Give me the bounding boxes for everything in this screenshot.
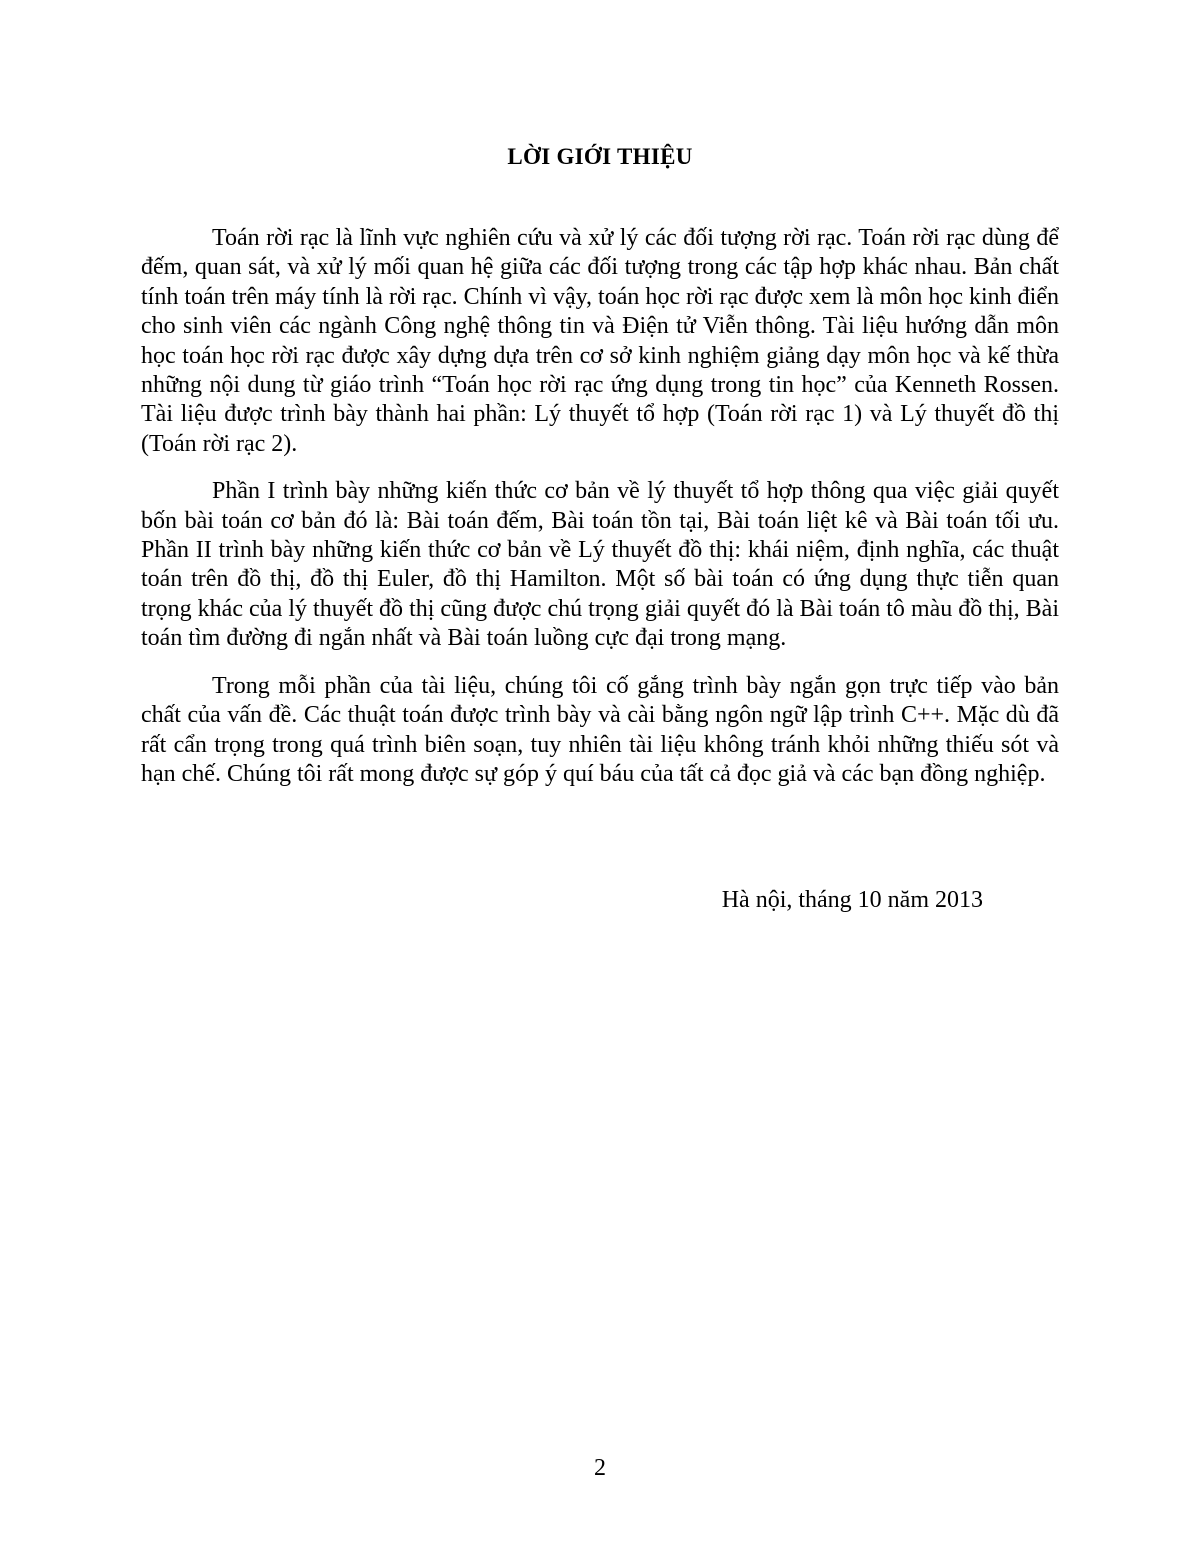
date-signature: Hà nội, tháng 10 năm 2013 xyxy=(721,887,983,913)
body-text xyxy=(141,224,1059,807)
page-number: 2 xyxy=(594,1455,606,1481)
paragraph-closing: Trong mỗi phần của tài liệu, chúng tôi cố gắng trình bày ngắn gọn trực tiếp vào bản chất của vấn đề. Các thuật toán được trình bày và cài bằng ngôn ngữ lập trình C++. Mặc dù đã rất cẩn trọng trong quá trình biên soạn, tuy nhiên tài liệu không tránh khỏi những thiếu sót và hạn chế. Chúng tôi rất mong được sự góp ý quí báu của tất cả đọc giả và các bạn đồng nghiệp. xyxy=(141,672,1059,787)
page-title: LỜI GIỚI THIỆU xyxy=(507,144,693,169)
paragraph-intro: Toán rời rạc là lĩnh vực nghiên cứu và xử lý các đối tượng rời rạc. Toán rời rạc dùng để đếm, quan sát, và xử lý mối quan hệ giữa các đối tượng trong các tập hợp khác nhau. Bản chất tính toán trên máy tính là rời rạc. Chính vì vậy, toán học rời rạc được xem là môn học kinh điển cho sinh viên các ngành Công nghệ thông tin và Điện tử Viễn thông. Tài liệu hướng dẫn môn học toán học rời rạc được xây dựng dựa trên cơ sở kinh nghiệm giảng dạy môn học và kế thừa những nội dung từ giáo trình “Toán học rời rạc ứng dụng trong tin học” của Kenneth Rossen. Tài liệu được trình bày thành hai phần: Lý thuyết tổ hợp (Toán rời rạc 1) và Lý thuyết đồ thị (Toán rời rạc 2). xyxy=(141,225,1059,457)
paragraph-part-overview: Phần I trình bày những kiến thức cơ bản về lý thuyết tổ hợp thông qua việc giải quyết bốn bài toán cơ bản đó là: Bài toán đếm, Bài toán tồn tại, Bài toán liệt kê và Bài toán tối ưu. Phần II trình bày những kiến thức cơ bản về Lý thuyết đồ thị: khái niệm, định nghĩa, các thuật toán trên đồ thị, đồ thị Euler, đồ thị Hamilton. Một số bài toán có ứng dụng thực tiễn quan trọng khác của lý thuyết đồ thị cũng được chú trọng giải quyết đó là Bài toán tô màu đồ thị, Bài toán tìm đường đi ngắn nhất và Bài toán luồng cực đại trong mạng. xyxy=(141,478,1059,652)
